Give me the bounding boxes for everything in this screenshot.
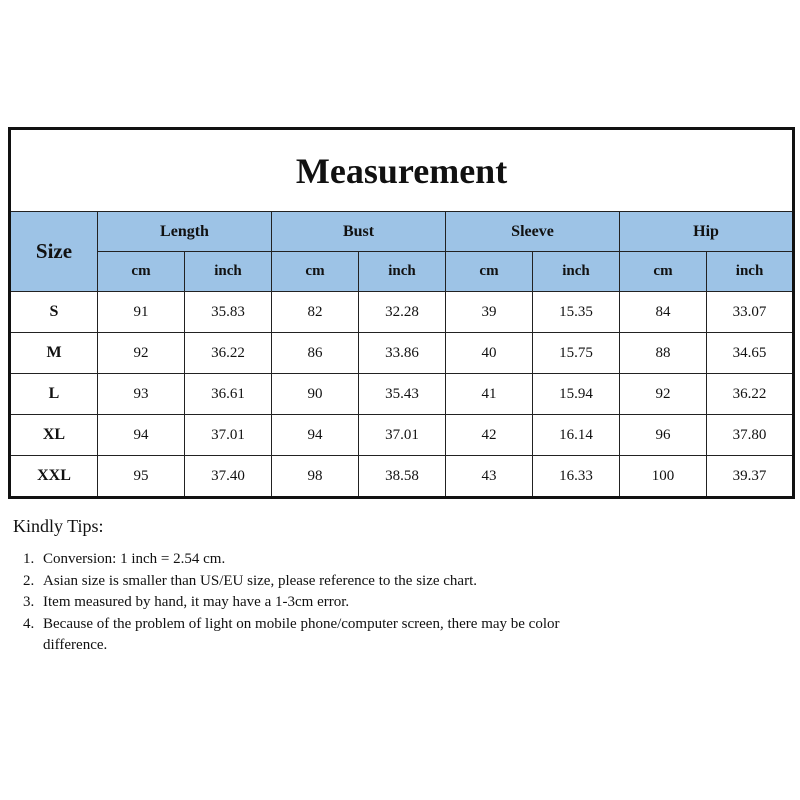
table-cell: 86 [272, 333, 359, 374]
table-cell: 16.14 [533, 415, 620, 456]
table-cell: 91 [98, 292, 185, 333]
table-cell: 42 [446, 415, 533, 456]
table-cell: 94 [272, 415, 359, 456]
header-row-units [10, 252, 794, 292]
unit-header-length-cm: cm [98, 252, 185, 292]
table-cell: 98 [272, 456, 359, 498]
table-cell: 35.83 [185, 292, 272, 333]
table-cell: 37.40 [185, 456, 272, 498]
table-cell: 93 [98, 374, 185, 415]
table-cell: 37.01 [185, 415, 272, 456]
table-cell: 40 [446, 333, 533, 374]
table-cell: 95 [98, 456, 185, 498]
table-cell: 88 [620, 333, 707, 374]
unit-header-bust-inch: inch [359, 252, 446, 292]
unit-header-sleeve-cm: cm [446, 252, 533, 292]
table-cell: 16.33 [533, 456, 620, 498]
table-cell: 38.58 [359, 456, 446, 498]
size-column-header: Size [10, 212, 98, 292]
unit-header-sleeve-inch: inch [533, 252, 620, 292]
table-cell: 35.43 [359, 374, 446, 415]
table-cell: 15.94 [533, 374, 620, 415]
table-cell: 33.86 [359, 333, 446, 374]
tip-item: 4. Because of the problem of light on mobile phone/computer screen, there may be color difference. [38, 614, 613, 657]
size-cell: XXL [10, 456, 98, 498]
size-cell: S [10, 292, 98, 333]
table-row [10, 333, 794, 374]
table-cell: 92 [98, 333, 185, 374]
table-cell: 82 [272, 292, 359, 333]
header-row-groups [10, 212, 794, 252]
table-title: Measurement [10, 129, 794, 212]
tips-heading: Kindly Tips: [13, 516, 104, 536]
table-row [10, 456, 794, 498]
table-cell: 36.22 [185, 333, 272, 374]
table-cell: 32.28 [359, 292, 446, 333]
group-header-sleeve: Sleeve [446, 212, 620, 252]
tips-list [13, 549, 613, 657]
table-cell: 15.35 [533, 292, 620, 333]
group-header-length: Length [98, 212, 272, 252]
size-chart-table [8, 127, 795, 499]
table-cell: 36.61 [185, 374, 272, 415]
unit-header-length-inch: inch [185, 252, 272, 292]
tip-item: 2. Asian size is smaller than US/EU size, please reference to the size chart. [38, 571, 613, 593]
table-cell: 84 [620, 292, 707, 333]
table-cell: 92 [620, 374, 707, 415]
table-cell: 37.80 [707, 415, 794, 456]
unit-header-bust-cm: cm [272, 252, 359, 292]
table-cell: 39.37 [707, 456, 794, 498]
size-cell: XL [10, 415, 98, 456]
kindly-tips [13, 516, 613, 657]
group-header-bust: Bust [272, 212, 446, 252]
table-row [10, 374, 794, 415]
table-cell: 33.07 [707, 292, 794, 333]
size-cell: L [10, 374, 98, 415]
size-cell: M [10, 333, 98, 374]
unit-header-hip-inch: inch [707, 252, 794, 292]
tip-item: 1. Conversion: 1 inch = 2.54 cm. [38, 549, 613, 571]
table-row [10, 292, 794, 333]
table-cell: 100 [620, 456, 707, 498]
group-header-hip: Hip [620, 212, 794, 252]
table-row [10, 415, 794, 456]
table-cell: 39 [446, 292, 533, 333]
table-cell: 15.75 [533, 333, 620, 374]
table-cell: 94 [98, 415, 185, 456]
tip-item: 3. Item measured by hand, it may have a 1-3cm error. [38, 592, 613, 614]
table-cell: 36.22 [707, 374, 794, 415]
unit-header-hip-cm: cm [620, 252, 707, 292]
table-cell: 96 [620, 415, 707, 456]
table-cell: 90 [272, 374, 359, 415]
table-cell: 37.01 [359, 415, 446, 456]
table-cell: 34.65 [707, 333, 794, 374]
table-cell: 41 [446, 374, 533, 415]
table-cell: 43 [446, 456, 533, 498]
